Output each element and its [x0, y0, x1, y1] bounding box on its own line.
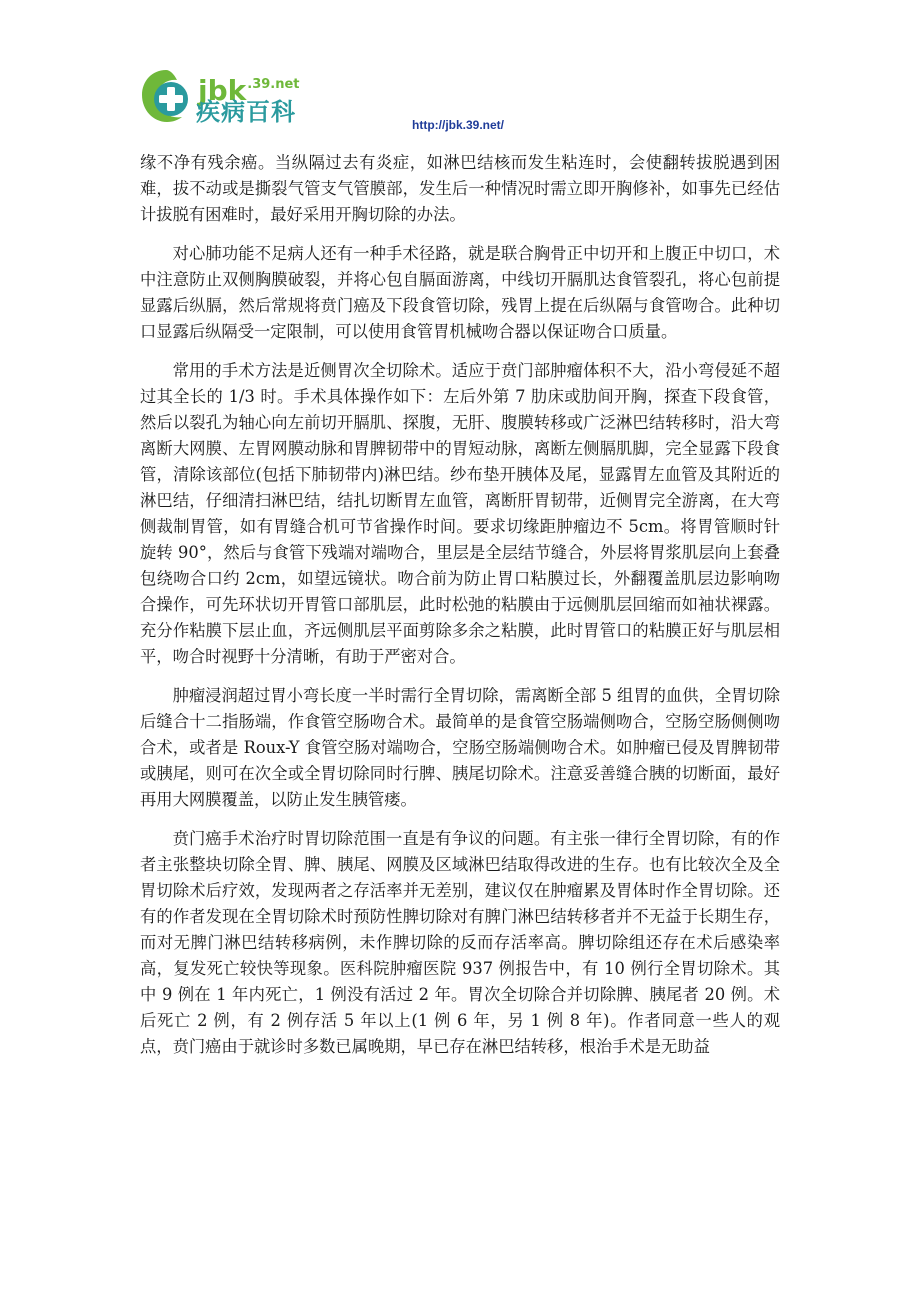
- paragraph-2: 对心肺功能不足病人还有一种手术径路，就是联合胸骨正中切开和上腹正中切口，术中注意防止双侧胸膜破裂，并将心包自膈面游离，中线切开膈肌达食管裂孔，将心包前提显露后纵膈，然后常规将贲门癌及下段食管切除，残胃上提在后纵隔与食管吻合。此种切口显露后纵隔受一定限制，可以使用食管胃机械吻合器以保证吻合口质量。: [140, 244, 780, 341]
- logo-en-text: jbk: [198, 74, 247, 107]
- logo-chinese-text: 疾病百科: [196, 98, 296, 126]
- paragraph-4: 肿瘤浸润超过胃小弯长度一半时需行全胃切除，需离断全部 5 组胃的血供，全胃切除后缝合十二指肠端，作食管空肠吻合术。最简单的是食管空肠端侧吻合，空肠空肠侧侧吻合术，或者是 Roux-Y 食管空肠对端吻合，空肠空肠端侧吻合术。如肿瘤已侵及胃脾韧带或胰尾，则可在次全或全胃切除同时行脾、胰尾切除术。注意妥善缝合胰的切断面，最好再用大网膜覆盖，以防止发生胰管瘘。: [140, 686, 780, 809]
- paragraph-1: 缘不净有残余癌。当纵隔过去有炎症，如淋巴结核而发生粘连时，会使翻转拔脱遇到困难，拔不动或是撕裂气管支气管膜部，发生后一种情况时需立即开胸修补，如事先已经估计拔脱有困难时，最好采用开胸切除的办法。: [140, 153, 780, 224]
- site-header: [140, 68, 560, 132]
- paragraph-3: 常用的手术方法是近侧胃次全切除术。适应于贲门部肿瘤体积不大，沿小弯侵延不超过其全长的 1/3 时。手术具体操作如下：左后外第 7 肋床或肋间开胸，探查下段食管，然后以裂孔为轴心向左前切开膈肌、探腹，无肝、腹膜转移或广泛淋巴结转移时，沿大弯离断大网膜、左胃网膜动脉和胃脾韧带中的胃短动脉，离断左侧膈肌脚，完全显露下段食管，清除该部位(包括下肺韧带内)淋巴结。纱布垫开胰体及尾，显露胃左血管及其附近的淋巴结，仔细清扫淋巴结，结扎切断胃左血管，离断肝胃韧带，近侧胃完全游离，在大弯侧裁制胃管，如有胃缝合机可节省操作时间。要求切缘距肿瘤边不 5cm。将胃管顺时针旋转 90°，然后与食管下残端对端吻合，里层是全层结节缝合，外层将胃浆肌层向上套叠包绕吻合口约 2cm，如望远镜状。吻合前为防止胃口粘膜过长，外翻覆盖肌层边影响吻合操作，可先环状切开胃管口部肌层，此时松弛的粘膜由于远侧肌层回缩而如袖状裸露。充分作粘膜下层止血，齐远侧肌层平面剪除多余之粘膜，此时胃管口的粘膜正好与肌层相平，吻合时视野十分清晰，有助于严密对合。: [140, 361, 780, 666]
- logo-net-text: .39.net: [247, 77, 300, 92]
- article-body: [140, 150, 780, 1073]
- paragraph-5: 贲门癌手术治疗时胃切除范围一直是有争议的问题。有主张一律行全胃切除，有的作者主张整块切除全胃、脾、胰尾、网膜及区域淋巴结取得改进的生存。也有比较次全及全胃切除术后疗效，发现两者之存活率并无差别，建议仅在肿瘤累及胃体时作全胃切除。还有的作者发现在全胃切除术时预防性脾切除对有脾门淋巴结转移者并不无益于长期生存，而对无脾门淋巴结转移病例，未作脾切除的反而存活率高。脾切除组还存在术后感染率高，复发死亡较快等现象。医科院肿瘤医院 937 例报告中，有 10 例行全胃切除术。其中 9 例在 1 年内死亡，1 例没有活过 2 年。胃次全切除合并切除脾、胰尾者 20 例。术后死亡 2 例，有 2 例存活 5 年以上(1 例 6 年，另 1 例 8 年)。作者同意一些人的观点，贲门癌由于就诊时多数已属晚期，早已存在淋巴结转移，根治手术是无助益: [140, 829, 780, 1056]
- medical-cross-icon: [140, 68, 192, 124]
- site-url-link[interactable]: http://jbk.39.net/: [412, 118, 505, 132]
